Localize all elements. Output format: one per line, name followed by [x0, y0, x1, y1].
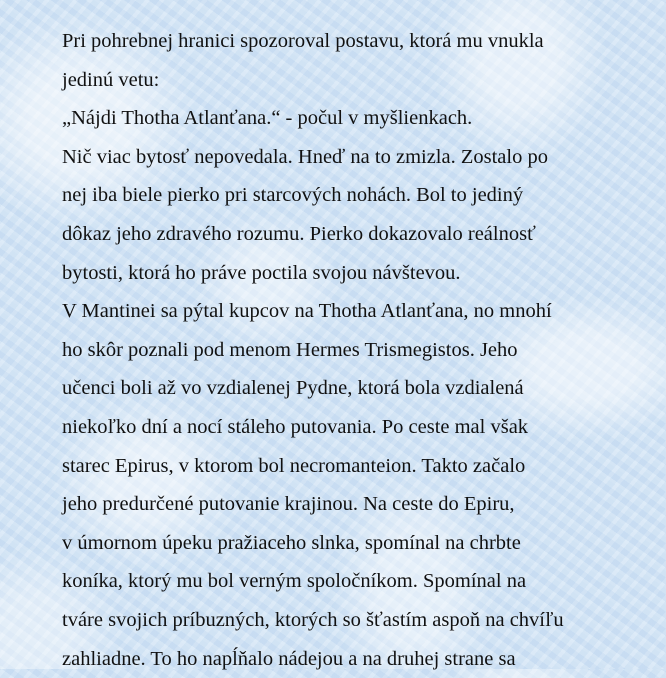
text-line: učenci boli až vo vzdialenej Pydne, ktorá bola vzdialená [62, 369, 642, 408]
text-line: koníka, ktorý mu bol verným spoločníkom. Spomínal na [62, 562, 642, 601]
document-text [62, 22, 642, 678]
text-line: Pri pohrebnej hranici spozoroval postavu, ktorá mu vnukla [62, 22, 642, 61]
text-line: dôkaz jeho zdravého rozumu. Pierko dokazovalo reálnosť [62, 215, 642, 254]
text-line: nej iba biele pierko pri starcových nohách. Bol to jediný [62, 176, 642, 215]
text-line: bytosti, ktorá ho práve poctila svojou návštevou. [62, 254, 642, 293]
text-line: tváre svojich príbuzných, ktorých so šťastím aspoň na chvíľu [62, 601, 642, 640]
text-line: zahliadne. To ho napĺňalo nádejou a na druhej strane sa [62, 640, 642, 678]
text-line: starec Epirus, v ktorom bol necromanteion. Takto začalo [62, 447, 642, 486]
text-line: v úmornom úpeku pražiaceho slnka, spomínal na chrbte [62, 524, 642, 563]
text-line: ho skôr poznali pod menom Hermes Trismegistos. Jeho [62, 331, 642, 370]
text-line: Nič viac bytosť nepovedala. Hneď na to zmizla. Zostalo po [62, 138, 642, 177]
text-line: jedinú vetu: [62, 61, 642, 100]
text-line: jeho predurčené putovanie krajinou. Na ceste do Epiru, [62, 485, 642, 524]
text-line: V Mantinei sa pýtal kupcov na Thotha Atlanťana, no mnohí [62, 292, 642, 331]
text-line: niekoľko dní a nocí stáleho putovania. Po ceste mal však [62, 408, 642, 447]
text-line: „Nájdi Thotha Atlanťana.“ - počul v myšlienkach. [62, 99, 642, 138]
